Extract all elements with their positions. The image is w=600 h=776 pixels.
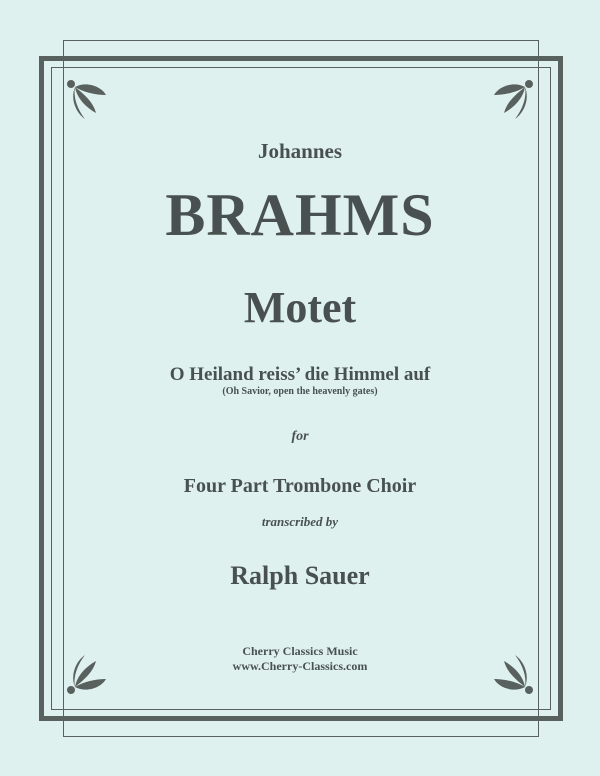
subtitle-translation: (Oh Savior, open the heavenly gates) — [222, 386, 378, 397]
for-label: for — [291, 429, 309, 444]
work-title: Motet — [243, 283, 357, 332]
corner-ornament-top-left-icon — [66, 78, 110, 122]
composer-first-name: Johannes — [257, 139, 343, 163]
arranger-name: Ralph Sauer — [230, 561, 370, 590]
publisher-website: www.Cherry-Classics.com — [232, 659, 368, 673]
composer-last-name: BRAHMS — [165, 182, 435, 248]
publisher-name: Cherry Classics Music — [242, 644, 358, 658]
transcribed-by-label: transcribed by — [261, 514, 339, 529]
corner-ornament-top-right-icon — [490, 78, 534, 122]
instrumentation: Four Part Trombone Choir — [183, 475, 417, 497]
work-subtitle: O Heiland reiss’ die Himmel auf — [169, 364, 431, 385]
